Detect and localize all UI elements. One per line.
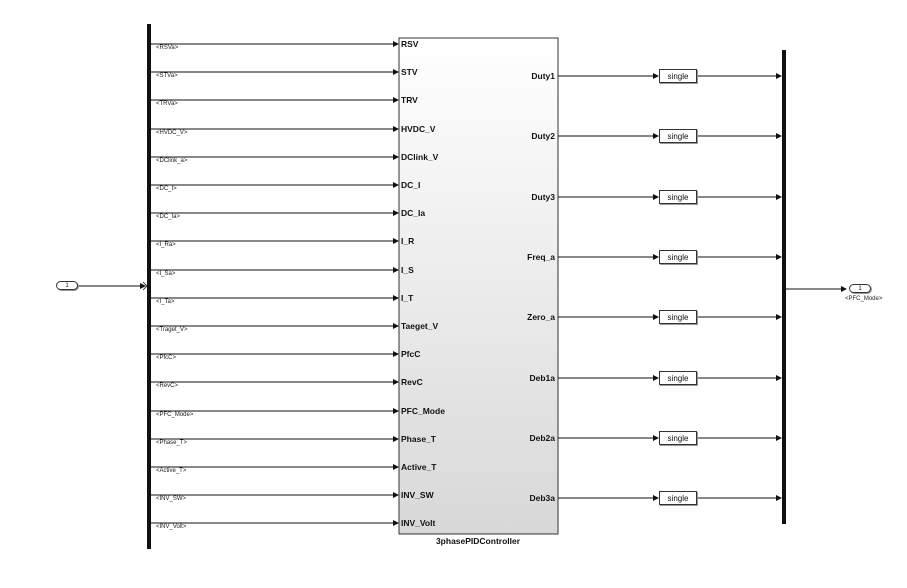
bus-signal-label: <I_Sa>: [156, 271, 176, 277]
input-port-label: I_T: [401, 293, 414, 303]
input-port-label: I_R: [401, 236, 415, 246]
output-port-label: Deb3a: [529, 493, 555, 503]
bus-signal-label: <TRVa>: [156, 101, 178, 107]
input-port-label: PFC_Mode: [401, 406, 445, 416]
bus-signal-label: <DC_Ia>: [156, 214, 181, 220]
bus-signal-label: <DC_I>: [156, 186, 177, 192]
input-port-label: RSV: [401, 39, 419, 49]
bus-signal-label: <PFC_Mode>: [156, 412, 194, 418]
bus-signal-label: <INV_Volt>: [156, 524, 187, 530]
output-port-label: Zero_a: [527, 312, 555, 322]
data-type-conversion-block[interactable]: single: [659, 431, 697, 445]
output-port-label: Duty1: [531, 71, 555, 81]
output-port-label: Deb2a: [529, 433, 555, 443]
bus-signal-label: <PfcC>: [156, 355, 177, 361]
bus-signal-label: <I_Ra>: [156, 242, 176, 248]
inport-block[interactable]: 1: [56, 281, 78, 290]
bus-signal-label: <RSVa>: [156, 45, 179, 51]
input-port-label: HVDC_V: [401, 124, 436, 134]
data-type-conversion-block[interactable]: single: [659, 491, 697, 505]
output-port-label: Duty3: [531, 192, 555, 202]
bus-signal-label: <DClink_a>: [156, 158, 188, 164]
input-port-label: INV_SW: [401, 490, 434, 500]
data-type-conversion-block[interactable]: single: [659, 129, 697, 143]
input-port-label: TRV: [401, 95, 418, 105]
input-port-label: PfcC: [401, 349, 421, 359]
outport-signal-label: <PFC_Mode>: [845, 296, 883, 302]
input-port-label: I_S: [401, 265, 414, 275]
bus-signal-label: <Phase_T>: [156, 440, 188, 446]
input-port-label: Active_T: [401, 462, 437, 472]
input-port-label: Taeget_V: [401, 321, 439, 331]
input-port-label: INV_Volt: [401, 518, 436, 528]
input-port-label: DC_Ia: [401, 208, 426, 218]
output-port-label: Duty2: [531, 131, 555, 141]
bus-signal-label: <I_Ta>: [156, 299, 175, 305]
output-port-label: Deb1a: [529, 373, 555, 383]
bus-signal-label: <INV_SW>: [156, 496, 187, 502]
bus-signal-label: <RevC>: [156, 383, 179, 389]
input-port-label: RevC: [401, 377, 423, 387]
bus-signal-label: <STVa>: [156, 73, 178, 79]
input-port-label: DC_I: [401, 180, 421, 190]
data-type-conversion-block[interactable]: single: [659, 250, 697, 264]
bus-signal-label: <HVDC_V>: [156, 130, 188, 136]
block-name-label: 3phasePIDController: [435, 536, 521, 546]
input-port-label: DClink_V: [401, 152, 439, 162]
bus-signal-label: <Traget_V>: [156, 327, 188, 333]
data-type-conversion-block[interactable]: single: [659, 69, 697, 83]
bus-signal-label: <Active_T>: [156, 468, 187, 474]
output-port-label: Freq_a: [527, 252, 555, 262]
outport-block[interactable]: 1: [849, 284, 871, 293]
data-type-conversion-block[interactable]: single: [659, 310, 697, 324]
input-port-label: Phase_T: [401, 434, 436, 444]
data-type-conversion-block[interactable]: single: [659, 190, 697, 204]
input-port-label: STV: [401, 67, 418, 77]
data-type-conversion-block[interactable]: single: [659, 371, 697, 385]
